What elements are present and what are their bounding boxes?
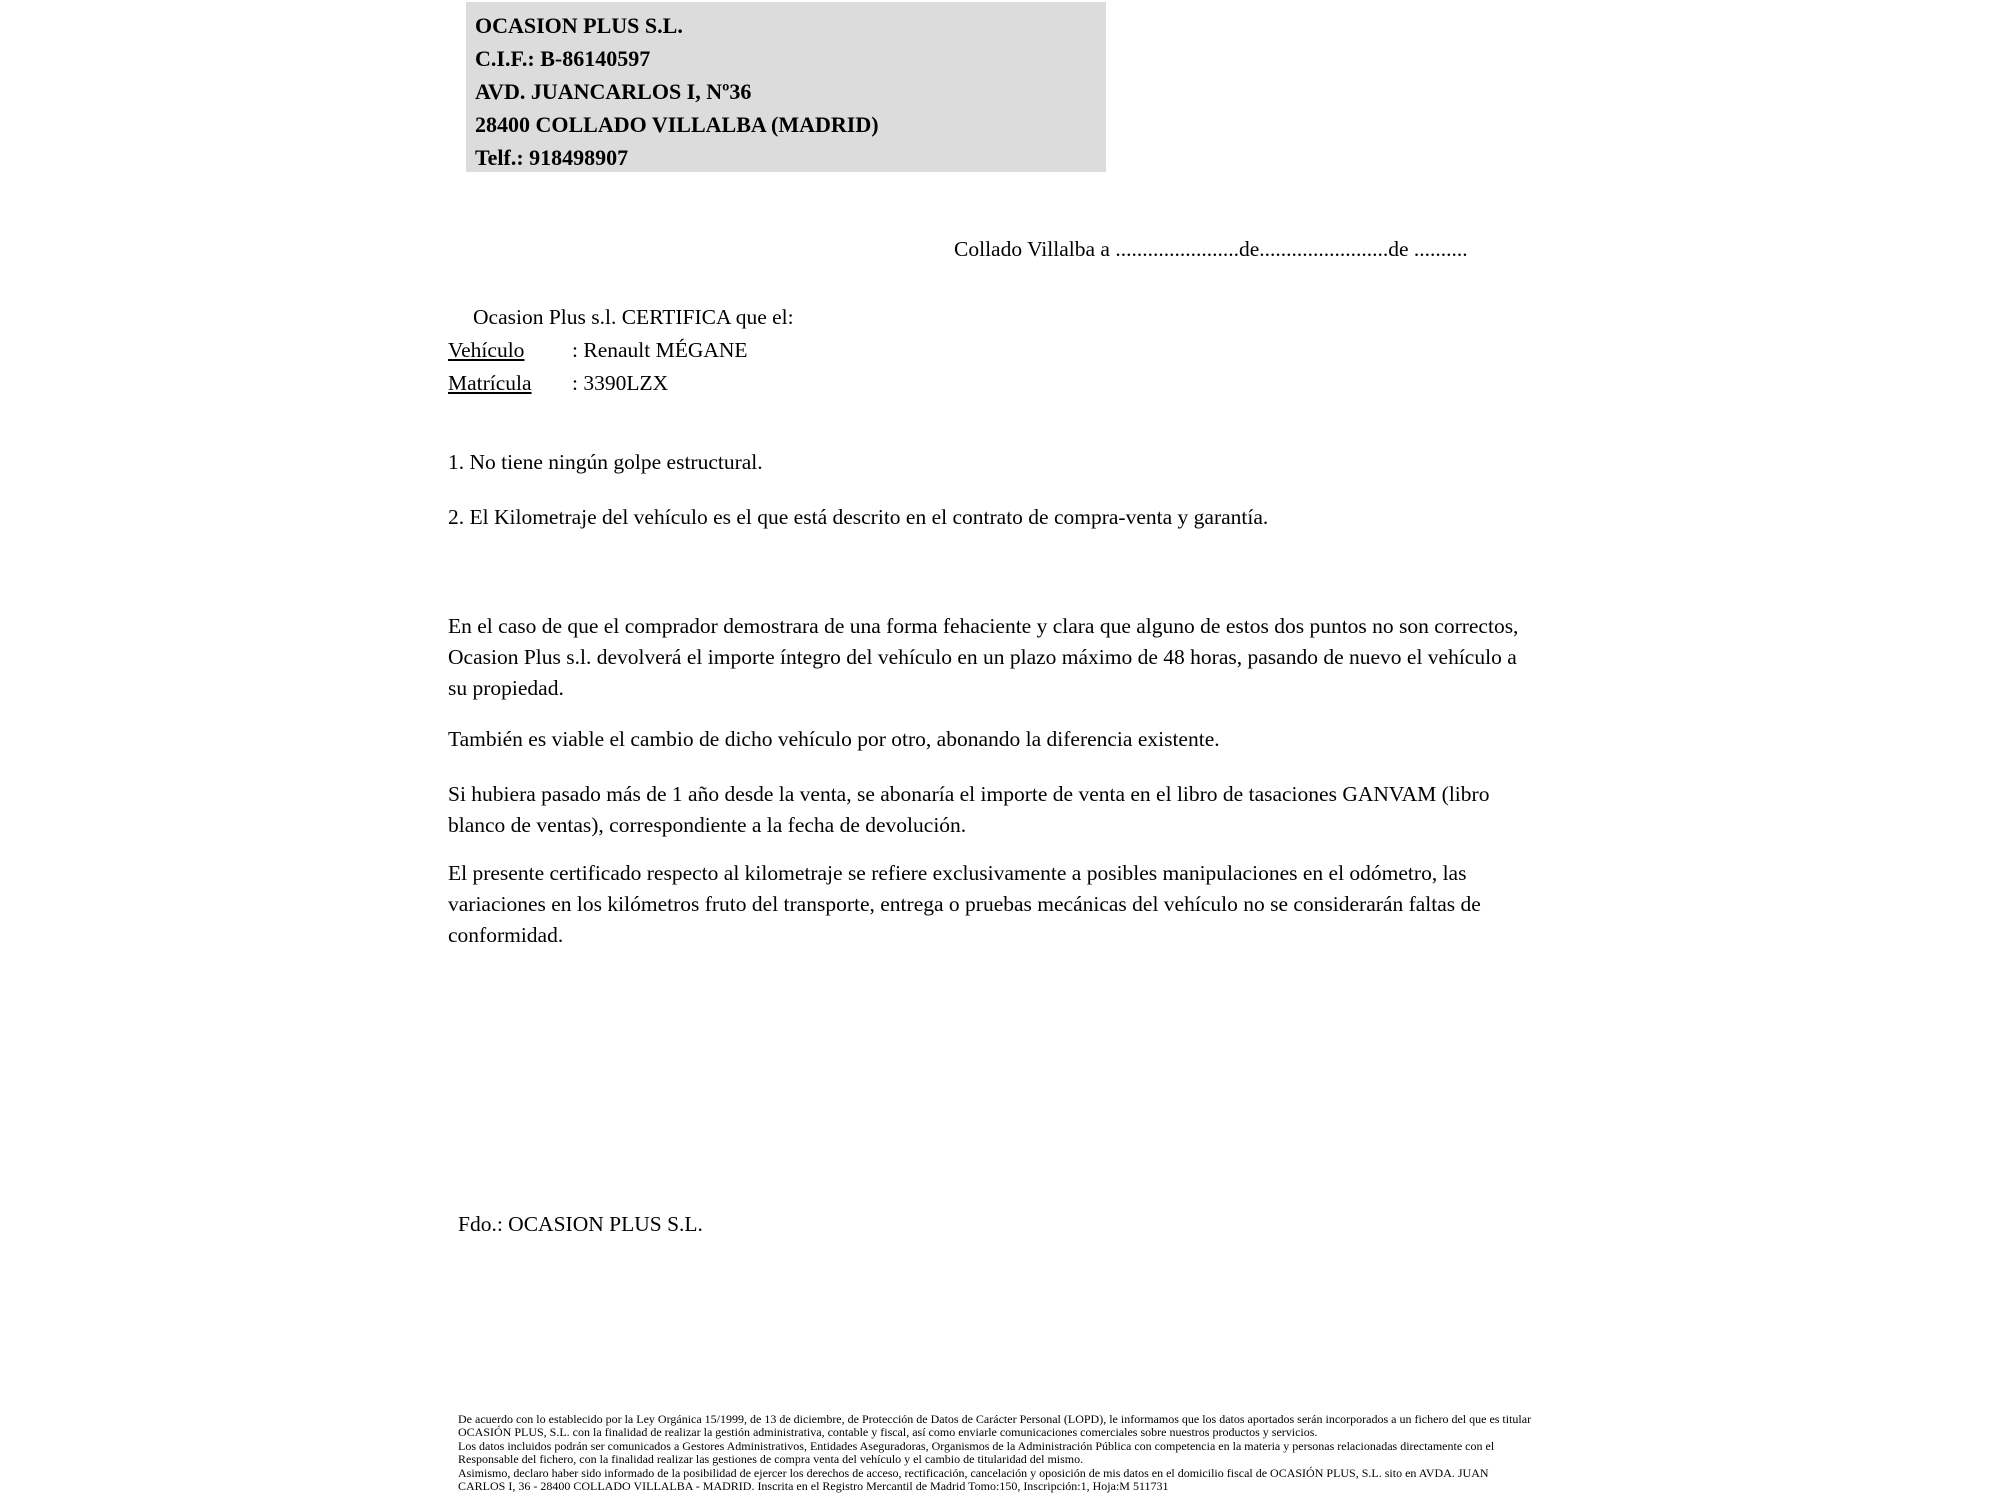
certified-point-1: 1. No tiene ningún golpe estructural. — [448, 450, 763, 474]
legal-line: CARLOS I, 36 - 28400 COLLADO VILLALBA - MADRID. Inscrita en el Registro Mercantil de Madrid Tomo:150, Inscripción:1, Hoja:M 511731 — [458, 1479, 1169, 1494]
vehicle-label: Vehículo — [448, 338, 525, 362]
plate-value: : 3390LZX — [572, 371, 669, 395]
letterhead — [466, 2, 1106, 172]
company-address: AVD. JUANCARLOS I, Nº36 — [475, 79, 752, 104]
plate-row — [448, 367, 794, 400]
company-city: 28400 COLLADO VILLALBA (MADRID) — [475, 112, 879, 137]
company-cif: C.I.F.: B-86140597 — [475, 46, 651, 71]
company-phone: Telf.: 918498907 — [475, 145, 629, 170]
paragraph-exchange-option: También es viable el cambio de dicho vehículo por otro, abonando la diferencia existente. — [448, 727, 1220, 751]
company-name: OCASION PLUS S.L. — [475, 13, 683, 38]
legal-line: OCASIÓN PLUS, S.L. con la finalidad de realizar la gestión administrativa, contable y fiscal, así como enviarle comunicaciones comerciales sobre nuestros productos y servicios. — [458, 1425, 1318, 1440]
legal-line: Asimismo, declaro haber sido informado de la posibilidad de ejercer los derechos de acceso, rectificación, cancelación y oposición de mis datos en el domicilio fiscal de OCASIÓN PLUS, S.L. sito en AVDA. JUAN — [458, 1465, 1489, 1480]
paragraph-ganvam-valuation: Si hubiera pasado más de 1 año desde la venta, se abonaría el importe de venta en el libro de tasaciones GANVAM (libro blanco de ventas), correspondiente a la fecha de devolución. — [448, 782, 1490, 837]
date-line: Collado Villalba a .......................de........................de .......... — [954, 237, 1468, 261]
vehicle-row — [448, 334, 794, 367]
certified-point-2: 2. El Kilometraje del vehículo es el que está descrito en el contrato de compra-venta y garantía. — [448, 505, 1269, 529]
vehicle-value: : Renault MÉGANE — [572, 338, 748, 362]
legal-fine-print — [458, 1413, 1531, 1493]
signature-line: Fdo.: OCASION PLUS S.L. — [458, 1212, 703, 1236]
paragraph-refund-terms: En el caso de que el comprador demostrara de una forma fehaciente y clara que alguno de estos dos puntos no son correctos, Ocasion Plus s.l. devolverá el importe íntegro del vehículo en un plazo máximo de 48 horas, pasando de nuevo el vehículo a su propiedad. — [448, 614, 1519, 700]
plate-label: Matrícula — [448, 371, 532, 395]
paragraph-odometer-disclaimer: El presente certificado respecto al kilometraje se refiere exclusivamente a posibles manipulaciones en el odómetro, las variaciones en los kilómetros fruto del transporte, entrega o pruebas mecánicas del vehículo no se considerarán faltas de conformidad. — [448, 861, 1481, 947]
legal-line: De acuerdo con lo establecido por la Ley Orgánica 15/1999, de 13 de diciembre, de Protección de Datos de Carácter Personal (LOPD), le informamos que los datos aportados serán incorporados a un fichero del que es titular — [458, 1412, 1532, 1426]
legal-line: Los datos incluidos podrán ser comunicados a Gestores Administrativos, Entidades Aseguradoras, Organismos de la Administración Pública con competencia en la materia y personas relacionadas directamente con el — [458, 1438, 1495, 1453]
legal-line: Responsable del fichero, con la finalidad realizar las gestiones de compra venta del vehículo y el cambio de titularidad del mismo. — [458, 1452, 1084, 1467]
certification-block — [448, 301, 794, 400]
certify-intro: Ocasion Plus s.l. CERTIFICA que el: — [473, 305, 794, 329]
